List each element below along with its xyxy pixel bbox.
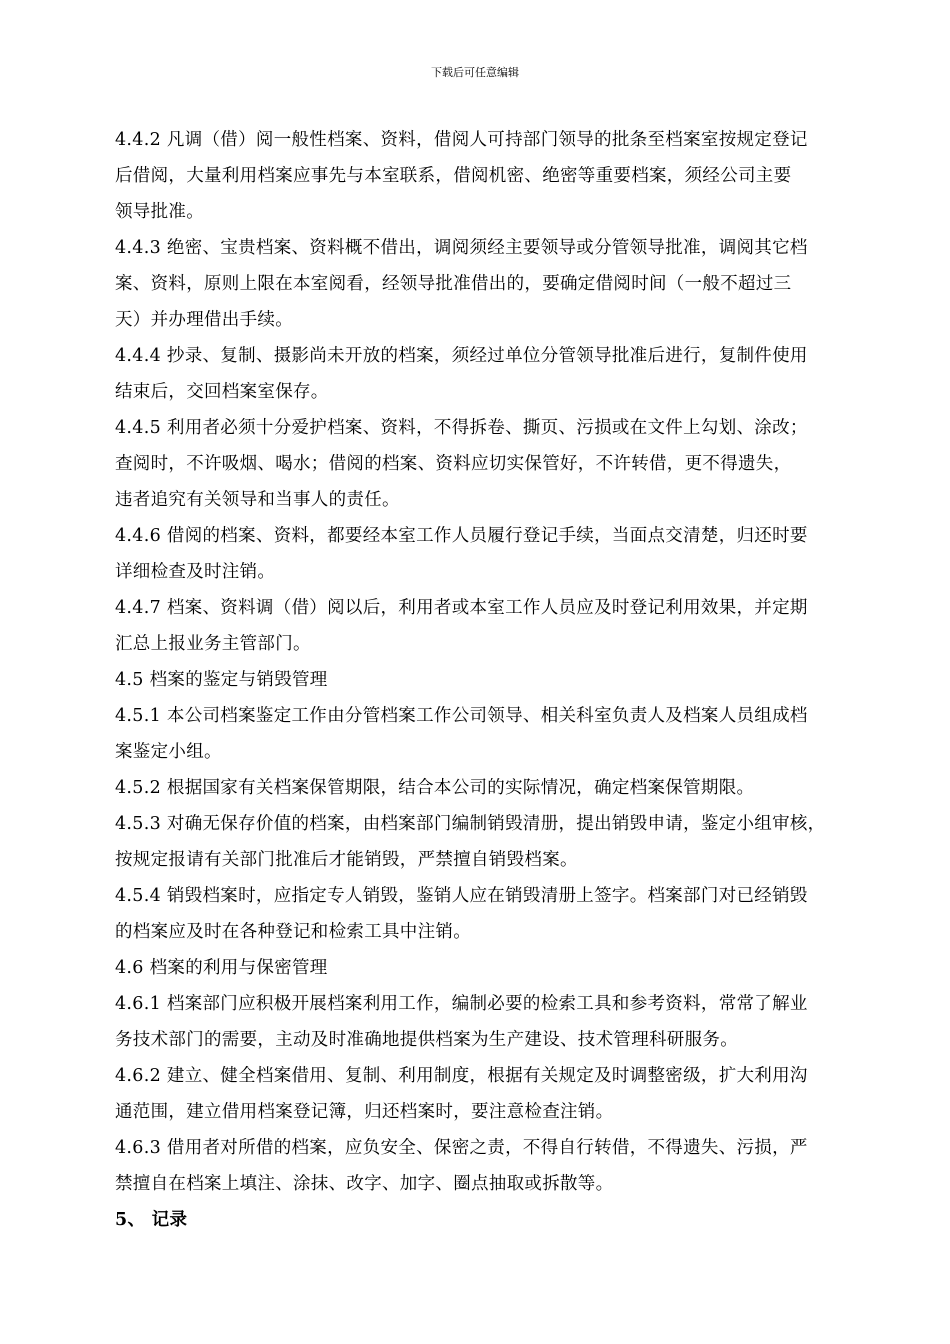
- text-line: 4.6.2 建立、健全档案借用、复制、利用制度，根据有关规定及时调整密级，扩大利用沟: [115, 1066, 808, 1086]
- text-line: 详细检查及时注销。: [115, 562, 276, 582]
- text-line: 4.5.3 对确无保存价值的档案，由档案部门编制销毁清册，提出销毁申请，鉴定小组审核，: [115, 814, 826, 834]
- text-line: 通范围，建立借用档案登记簿，归还档案时，要注意检查注销。: [115, 1102, 614, 1122]
- text-line: 4.4.6 借阅的档案、资料，都要经本室工作人员履行登记手续，当面点交清楚，归还时要: [115, 526, 808, 546]
- text-line: 4.5.1 本公司档案鉴定工作由分管档案工作公司领导、相关科室负责人及档案人员组成档: [115, 706, 808, 726]
- text-line: 违者追究有关领导和当事人的责任。: [115, 490, 400, 510]
- text-line: 汇总上报业务主管部门。: [115, 634, 311, 654]
- text-line: 4.4.4 抄录、复制、摄影尚未开放的档案，须经过单位分管领导批准后进行，复制件使用: [115, 346, 808, 366]
- text-line: 4.6.1 档案部门应积极开展档案利用工作，编制必要的检索工具和参考资料，常常了解业: [115, 994, 808, 1014]
- text-line: 按规定报请有关部门批准后才能销毁，严禁擅自销毁档案。: [115, 850, 578, 870]
- section-heading-records: 5、 记录: [115, 1210, 188, 1230]
- text-line: 案鉴定小组。: [115, 742, 222, 762]
- text-line: 天）并办理借出手续。: [115, 310, 293, 330]
- section-heading-4-6: 4.6 档案的利用与保密管理: [115, 958, 328, 978]
- text-line: 4.4.3 绝密、宝贵档案、资料概不借出，调阅须经主要领导或分管领导批准，调阅其它档: [115, 238, 808, 258]
- section-heading-4-5: 4.5 档案的鉴定与销毁管理: [115, 670, 328, 690]
- text-line: 4.5.2 根据国家有关档案保管期限，结合本公司的实际情况，确定档案保管期限。: [115, 778, 755, 798]
- document-body: [115, 122, 875, 1238]
- text-line: 4.4.2 凡调（借）阅一般性档案、资料，借阅人可持部门领导的批条至档案室按规定登记: [115, 130, 808, 150]
- text-line: 结束后，交回档案室保存。: [115, 382, 329, 402]
- text-line: 4.4.7 档案、资料调（借）阅以后，利用者或本室工作人员应及时登记利用效果，并定期: [115, 598, 808, 618]
- text-line: 务技术部门的需要，主动及时准确地提供档案为生产建设、技术管理科研服务。: [115, 1030, 738, 1050]
- text-line: 的档案应及时在各种登记和检索工具中注销。: [115, 922, 471, 942]
- text-line: 4.5.4 销毁档案时，应指定专人销毁，鉴销人应在销毁清册上签字。档案部门对已经销毁: [115, 886, 808, 906]
- text-line: 4.4.5 利用者必须十分爱护档案、资料，不得拆卷、撕页、污损或在文件上勾划、涂改；: [115, 418, 808, 438]
- text-line: 后借阅，大量利用档案应事先与本室联系，借阅机密、绝密等重要档案，须经公司主要: [115, 166, 792, 186]
- text-line: 查阅时，不许吸烟、喝水；借阅的档案、资料应切实保管好，不许转借，更不得遗失，: [115, 454, 792, 474]
- text-line: 案、资料，原则上限在本室阅看，经领导批准借出的，要确定借阅时间（一般不超过三: [115, 274, 792, 294]
- text-line: 4.6.3 借用者对所借的档案，应负安全、保密之责，不得自行转借，不得遗失、污损，严: [115, 1138, 808, 1158]
- page-header-note: 下载后可任意编辑: [431, 66, 519, 79]
- text-line: 禁擅自在档案上填注、涂抹、改字、加字、圈点抽取或拆散等。: [115, 1174, 614, 1194]
- text-line: 领导批准。: [115, 202, 204, 222]
